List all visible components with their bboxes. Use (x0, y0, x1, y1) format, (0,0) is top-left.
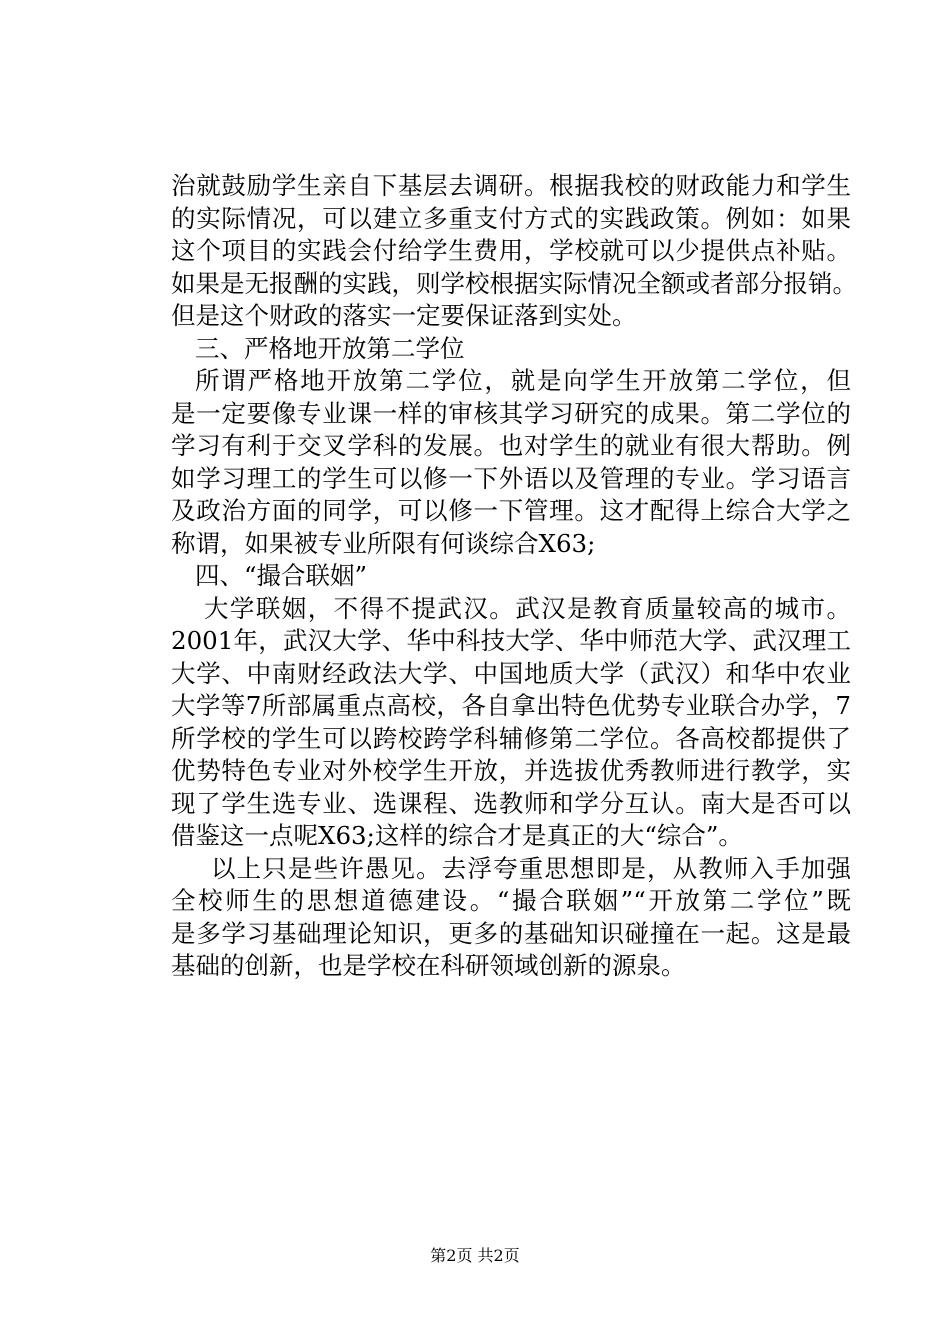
paragraph-line: 以上只是些许愚见。去浮夸重思想即是，从教师入手加强 (211, 853, 851, 883)
section-heading: 三、严格地开放第二学位 (195, 333, 465, 363)
paragraph-line: 学习有利于交叉学科的发展。也对学生的就业有很大帮助。例 (171, 431, 851, 460)
paragraph-line: 所谓严格地开放第二学位，就是向学生开放第二学位，但 (195, 366, 851, 395)
page-footer: 第2页 共2页 (430, 1246, 520, 1265)
paragraph-line: 是多学习基础理论知识，更多的基础知识碰撞在一起。这是最 (171, 918, 851, 948)
paragraph-line: 优势特色专业对外校学生开放，并选拔优秀教师进行教学，实 (171, 756, 851, 785)
paragraph-line: 及政治方面的同学，可以修一下管理。这才配得上综合大学之 (171, 496, 851, 525)
paragraph-line: 现了学生选专业、选课程、选教师和学分互认。南大是否可以 (171, 788, 851, 818)
section-heading: 四、“撮合联姻” (195, 561, 368, 590)
paragraph-line: 2001年，武汉大学、华中科技大学、华中师范大学、武汉理工 (171, 626, 851, 655)
paragraph-line: 如果是无报酬的实践，则学校根据实际情况全额或者部分报销。 (171, 268, 857, 298)
paragraph-line: 借鉴这一点呢X63;这样的综合才是真正的大“综合”。 (171, 821, 743, 850)
paragraph-line: 基础的创新，也是学校在科研领域创新的源泉。 (171, 951, 686, 980)
paragraph-line: 但是这个财政的落实一定要保证落到实处。 (171, 301, 637, 330)
paragraph-line: 全校师生的思想道德建设。“撮合联姻”“开放第二学位”既 (171, 886, 851, 915)
paragraph-line: 治就鼓励学生亲自下基层去调研。根据我校的财政能力和学生 (171, 171, 851, 200)
paragraph-line: 的实际情况，可以建立多重支付方式的实践政策。例如：如果 (171, 203, 851, 233)
paragraph-line: 所学校的学生可以跨校跨学科辅修第二学位。各高校都提供了 (171, 723, 851, 753)
paragraph-line: 大学等7所部属重点高校，各自拿出特色优势专业联合办学，7 (171, 691, 851, 720)
paragraph-line: 是一定要像专业课一样的审核其学习研究的成果。第二学位的 (171, 398, 851, 428)
paragraph-line: 如学习理工的学生可以修一下外语以及管理的专业。学习语言 (171, 463, 851, 493)
paragraph-line: 称谓，如果被专业所限有何谈综合X63; (171, 528, 596, 558)
paragraph-line: 这个项目的实践会付给学生费用，学校就可以少提供点补贴。 (171, 236, 851, 265)
paragraph-line: 大学、中南财经政法大学、中国地质大学（武汉）和华中农业 (171, 658, 851, 688)
paragraph-line: 大学联姻，不得不提武汉。武汉是教育质量较高的城市。 (204, 593, 851, 623)
document-body (171, 170, 857, 983)
